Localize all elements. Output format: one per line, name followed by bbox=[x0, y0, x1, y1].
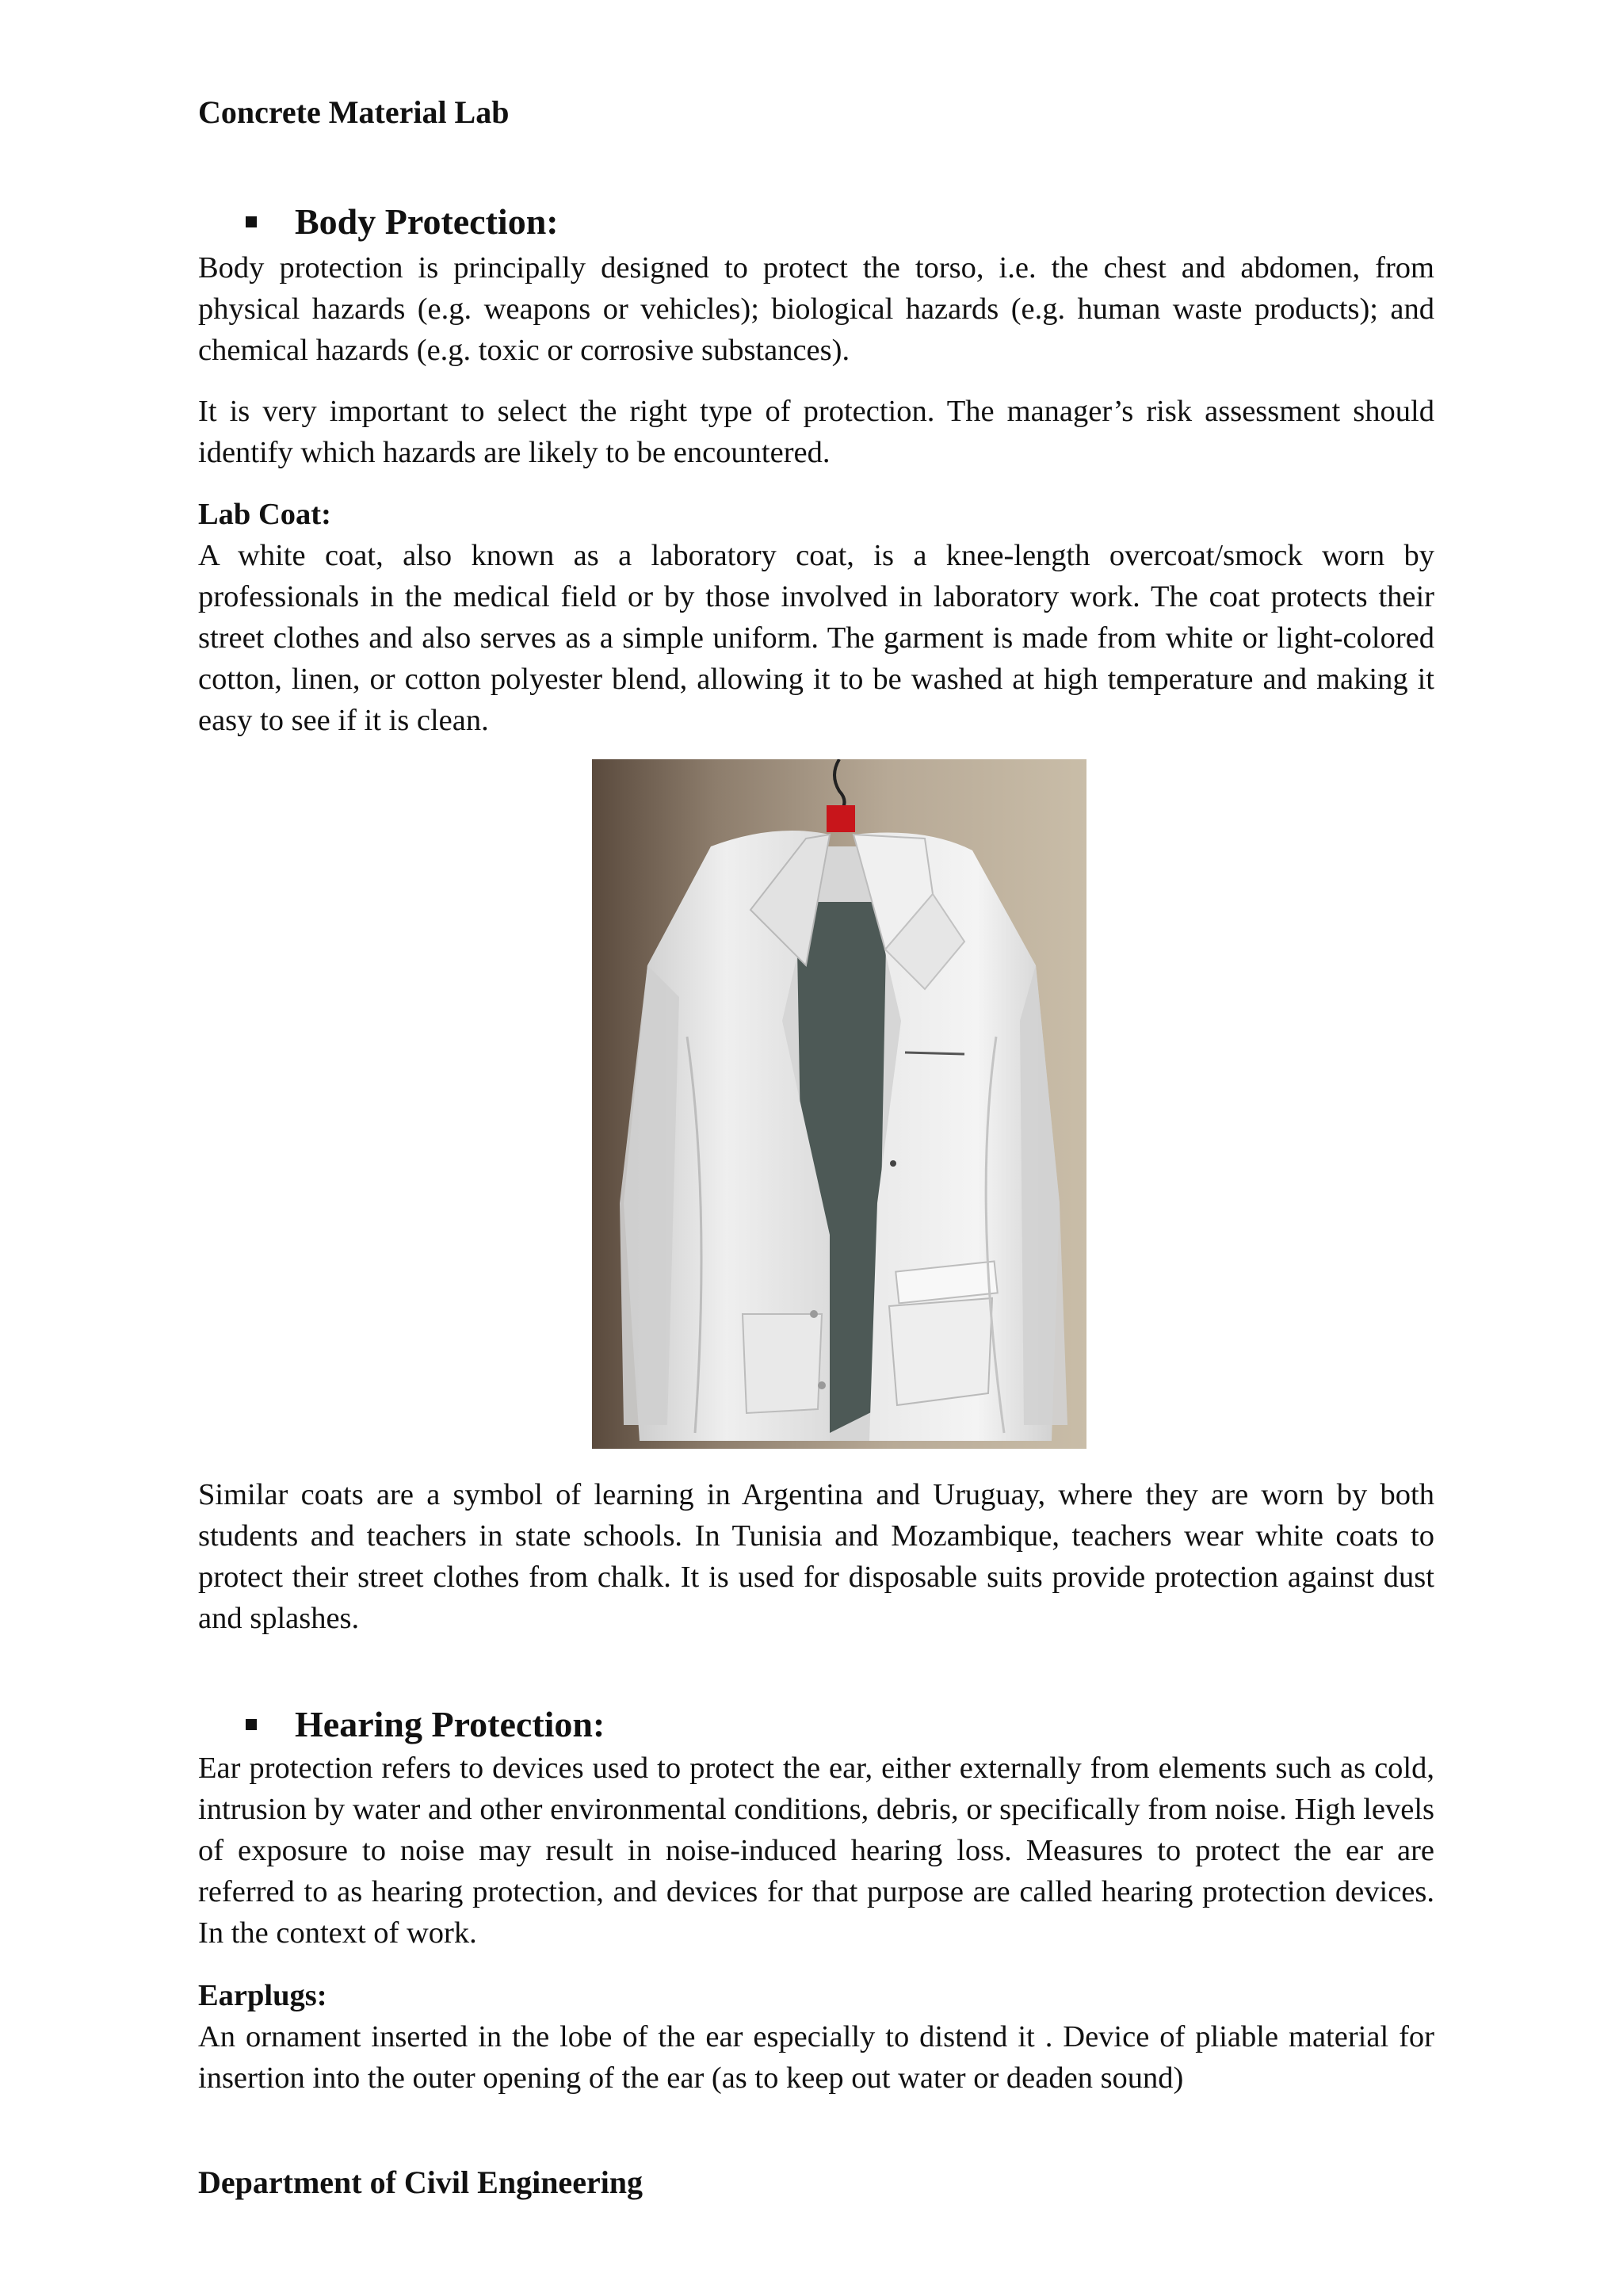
lab-coat-text: A white coat, also known as a laboratory coat, is a knee-length overcoat/smock worn by professionals in the medical field or by those involved in laboratory work. The coat protects their street clothes and also serves as a simple uniform. The garment is made from white or light-colored cotton, linen, or cotton polyester blend, allowing it to be washed at high temperature and making it easy to see if it is clean. bbox=[198, 539, 1434, 737]
hearing-protection-heading bbox=[246, 1702, 605, 1746]
lab-coat-section bbox=[198, 494, 1434, 741]
page-footer: Department of Civil Engineering bbox=[198, 2164, 643, 2200]
square-bullet-icon bbox=[246, 216, 257, 227]
square-bullet-icon bbox=[246, 1719, 257, 1730]
earplugs-text: An ornament inserted in the lobe of the ear especially to distend it . Device of pliable material for insertion into the outer opening of the ear (as to keep out water or deaden sound) bbox=[198, 2020, 1434, 2095]
earplugs-section bbox=[198, 1975, 1434, 2099]
body-protection-para-2-text: It is very important to select the right type of protection. The manager’s risk assessment should identify which hazards are likely to be encountered. bbox=[198, 395, 1434, 469]
earplugs-title: Earplugs: bbox=[198, 1979, 327, 2012]
similar-coats-section bbox=[198, 1474, 1434, 1639]
page-header: Concrete Material Lab bbox=[198, 94, 510, 130]
lab-coat-photo bbox=[592, 759, 1086, 1449]
similar-coats-text: Similar coats are a symbol of learning in Argentina and Uruguay, where they are worn by both students and teachers in state schools. In Tunisia and Mozambique, teachers wear white coats to protect their street clothes from chalk. It is used for disposable suits provide protection against dust and splashes. bbox=[198, 1478, 1434, 1635]
body-protection-para-1-text: Body protection is principally designed to protect the torso, i.e. the chest and abdomen, from physical hazards (e.g. weapons or vehicles); biological hazards (e.g. human waste products); and chemical hazards (e.g. toxic or corrosive substances). bbox=[198, 251, 1434, 367]
body-protection-para-1 bbox=[198, 247, 1434, 371]
hearing-protection-para-1 bbox=[198, 1748, 1434, 1954]
body-protection-heading-text: Body Protection: bbox=[295, 201, 559, 242]
hearing-protection-para-1-text: Ear protection refers to devices used to protect the ear, either externally from elements such as cold, intrusion by water and other environmental conditions, debris, or specifically from noise. High levels of exposure to noise may result in noise-induced hearing loss. Measures to protect the ear are referred to as hearing protection, and devices for that purpose are called hearing protection devices. In the context of work. bbox=[198, 1752, 1434, 1950]
hearing-protection-heading-text: Hearing Protection: bbox=[295, 1704, 605, 1744]
body-protection-para-2 bbox=[198, 391, 1434, 473]
body-protection-heading bbox=[246, 200, 559, 243]
lab-coat-title: Lab Coat: bbox=[198, 498, 331, 531]
